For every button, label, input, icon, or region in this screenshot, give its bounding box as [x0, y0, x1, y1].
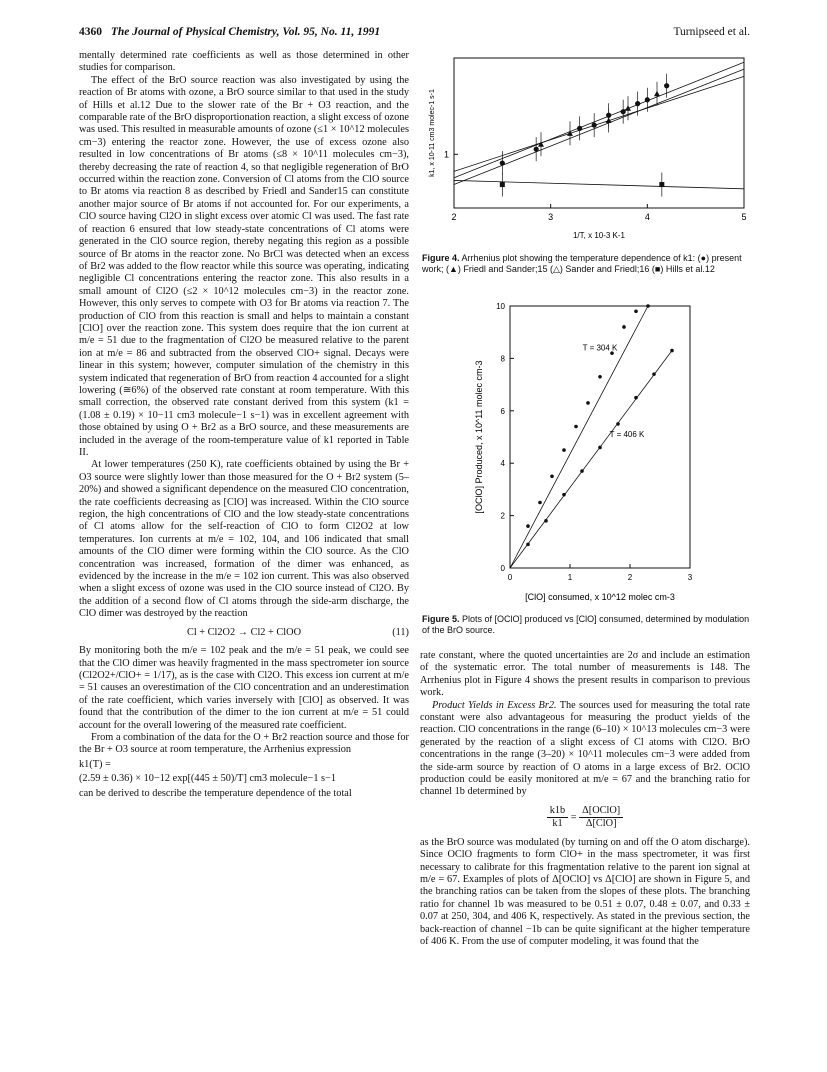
header-authors: Turnipseed et al. [673, 26, 750, 38]
data-point [574, 425, 578, 429]
frac-right-denominator: Δ[ClO] [585, 818, 617, 830]
y-tick-label: 1 [443, 149, 449, 160]
fit-line [454, 180, 744, 188]
frac-left-denominator: k1 [552, 818, 563, 830]
page-header [79, 26, 750, 44]
data-point-circle [664, 83, 669, 88]
data-point-circle [500, 160, 505, 165]
y-tick-label: 0 [500, 564, 505, 573]
figure-4-caption [422, 253, 750, 275]
x-tick-label: 4 [644, 212, 650, 222]
fit-line [454, 76, 744, 171]
equals-sign: = [570, 812, 580, 824]
left-paragraph-3: At lower temperatures (250 K), rate coefficients obtained by using the Br + O3 source were slightly lower than those measured for the O + Br2 system (5–20%) and showed a significant dependence on the measured ClO concentration, the rate coefficients decreasing as [ClO] was increased. Within the ClO source region, the high concentrations of ClO and the low steady-state concentrations of Cl atoms allow for the self-reaction of ClO to form Cl2O2 at low temperatures. Ion currents at m/e = 102, 104, and 106 indicated that small amounts of the ClO dimer were forming within the ClO source. As the ClO concentration was increased, formation of the dimer was enhanced, as evidenced by the increase in the m/e = 102 ion current. This was also observed when a slight excess of ozone was used in the ClO source instead of Cl2O. By the addition of a second flow of Cl atoms through the side-arm discharge, the ClO dimer was destroyed by the reaction [79, 459, 409, 620]
y-tick-label: 2 [500, 511, 505, 521]
y-axis-label: [OClO] Produced, x 10^11 molec cm-3 [474, 360, 484, 514]
data-point [586, 401, 590, 405]
x-tick-label: 3 [687, 573, 693, 582]
figure-5-caption [422, 614, 750, 636]
data-point [634, 396, 638, 400]
figure-5-plot [470, 300, 720, 612]
right-paragraph-3: as the BrO source was modulated (by turning on and off the O atom discharge). Since OClO fragments to form ClO+ in the mass spectrometer, it was first necessary to calibrate for this fragmentation relative to the parent ion signal at m/e = 67. Examples of plots of Δ[OClO] vs Δ[ClO] are shown in Figure 5, and the branching ratios can be taken from the slopes of these plots. The branching ratio for channel 1b was measured to be 0.51 ± 0.07, 0.48 ± 0.07, and 0.33 ± 0.07 at 250, 304, and 406 K, respectively. As stated in the previous section, the back-reaction of channel −1b can be quite significant at the higher temperature of 406 K. From the use of computer modeling, it was found that the [420, 836, 750, 947]
x-tick-label: 1 [567, 573, 573, 582]
frac-left [547, 805, 568, 831]
frac-right [579, 805, 623, 831]
data-point-square [500, 182, 505, 187]
data-point-triangle [654, 91, 660, 97]
branching-equation [420, 805, 750, 831]
right-paragraph-1: rate constant, where the quoted uncertainties are 2σ and include an estimation of the systematic error. The total number of measurements is 148. The Arrhenius plot in Figure 4 shows the present results in comparison to previous work. [420, 650, 750, 699]
data-point [550, 475, 554, 479]
page-number: 4360 [79, 26, 102, 38]
left-paragraph-4: By monitoring both the m/e = 102 peak and the m/e = 51 peak, we could see that the ClO dimer was heavily fragmented in the mass spectrometer ion source (Cl2O2+/ClO+ = 1/17), as is the case with Cl2O. This excess ion current at m/e = 51 causes an overestimation of the ClO concentration and an underestimation of the rate coefficient, which varies inversely with [ClO] as observed. It was found that the contribution of the dimer to the ion current at m/e = 51 could account for the overall lowering of the measured rate coefficient. [79, 645, 409, 731]
data-point [598, 375, 602, 379]
figure-4-caption-label: Figure 4. [422, 253, 460, 263]
series-label: T = 304 K [582, 343, 618, 353]
series-label: T = 406 K [609, 430, 645, 439]
data-point-square [659, 182, 664, 187]
y-tick-label: 4 [500, 459, 505, 469]
frac-right-numerator: Δ[OClO] [579, 805, 623, 818]
data-point [652, 372, 656, 376]
left-paragraph-1: mentally determined rate coefficients as well as those determined in other studies for comparison. [79, 50, 409, 74]
data-point [634, 309, 638, 313]
arrhenius-expression: (2.59 ± 0.36) × 10−12 exp[(445 ± 50)/T] cm3 molecule−1 s−1 [79, 773, 337, 785]
figure-5-caption-text: Plots of [OClO] produced vs [ClO] consumed, determined by modulation of the BrO source. [422, 614, 750, 635]
data-point-circle [534, 147, 539, 152]
x-tick-label: 3 [548, 212, 554, 222]
data-point-circle [645, 97, 650, 102]
x-tick-label: 2 [627, 573, 633, 582]
y-tick-label: 8 [500, 354, 505, 364]
journal-title: The Journal of Physical Chemistry, Vol. 95, No. 11, 1991 [110, 26, 381, 38]
x-tick-label: 0 [507, 573, 513, 582]
header-left [79, 26, 380, 38]
figure-4-svg [424, 50, 754, 250]
data-point-triangle [567, 130, 573, 136]
left-paragraph-5: From a combination of the data for the O + Br2 reaction source and those for the Br + O3 source at room temperature, the Arrhenius expression [79, 731, 409, 756]
data-point [538, 501, 542, 505]
x-axis-label: 1/T, x 10-3 K-1 [572, 231, 626, 240]
data-point [598, 446, 602, 450]
data-point [670, 349, 674, 353]
right-paragraph-2-text: The sources used for measuring the total rate constant were also advantageous for measuring the product yields of the reaction. ClO concentrations in the range (6–10) × 10^13 molecules cm−3 were generated by the reaction of a slight excess of Cl atoms with Cl2O. BrO concentrations in the range (3–20) × 10^11 molecules cm−3 were added from the side-arm source by reaction of O atoms in a large excess of Br2. OClO production could be easily monitored at m/e = 67 and the branching ratio for channel 1b determined by [420, 699, 750, 798]
data-point [526, 524, 530, 528]
fit-line [454, 62, 744, 177]
figure-4-plot [424, 50, 754, 250]
fit-line [454, 69, 744, 184]
arrhenius-label: k1(T) = [79, 758, 111, 770]
equation-11 [79, 627, 409, 639]
data-point [622, 325, 626, 329]
plot-frame [454, 58, 744, 208]
data-point-circle [592, 123, 597, 128]
data-point [544, 519, 548, 523]
x-tick-label: 2 [451, 212, 457, 222]
y-tick-label: 10 [496, 302, 505, 311]
data-point-circle [621, 109, 626, 114]
figure-5-svg [470, 300, 720, 612]
fit-line-406 [510, 351, 672, 568]
x-axis-label: [ClO] consumed, x 10^12 molec cm-3 [525, 592, 675, 602]
data-point [646, 304, 650, 308]
right-paragraph-2 [420, 700, 750, 799]
figure-4-caption-text: Arrhenius plot showing the temperature dependence of k1: (●) present work; (▲) Friedl and Sander;15 (△) Sander and Friedl;16 (■) Hills et al.12 [422, 253, 742, 274]
data-point [562, 493, 566, 497]
left-paragraph-2: The effect of the BrO source reaction was also investigated by using the reaction of Br atoms with ozone, a BrO source similar to that used in the study of Hills et al.12 Due to the slower rate of the Br + O3 reaction, and the comparable rate of the BrO disproportionation reaction, a slight excess of ozone was used. This resulted in measurable amounts of ozone (≤1 × 10^12 molecules cm−3) entering the reactor zone. However, the use of excess ozone also resulted in low concentrations of Br atoms (≤8 × 10^11 molecules cm−3), thereby decreasing the rate of reaction 4, so that negligible regeneration of BrO occurred within the reaction zone. Conversion of Cl atoms from the ClO source to Br atoms via reaction 8 as described by Friedl and Sander15 can constitute another major source of Br atoms if not accounted for. For our experiments, a ClO source having Cl2O in slight excess over atomic Cl was used. The fast rate of reaction 6 ensured that low steady-state concentrations of Cl atoms were generated in the ClO source region, thereby negating this region as a possible source of Br atoms in the reactor zone. No BrCl was detected when an excess of Br2 was added to the flow reactor while this source was operating, indicating negligible Cl concentrations entering the reactor zone. This also results in a small amount of Cl2O (≤2 × 10^12 molecules cm−3) in the reactor zone. However, this only serves to compete with O3 for Br atoms via reaction 7. The production of ClO from this reaction is small and helps to maintain a constant [ClO] over the reaction zone. This system does require that the ion current at m/e = 51 due to the fragmentation of Cl2O be measured relative to the parent ion at m/e = 86 and subtracted from the observed ClO+ signal. Decays were linear in this system; however, computer simulation of the chemistry in this system indicated that regeneration of BrO from reaction 4 accounted for a slight lowering (≅6%) of the observed rate constant at room temperature. With this small correction, the observed rate constant derived from this system (k1 = (1.08 ± 0.19) × 10−11 cm3 molecule−1 s−1) was in excellent agreement with those obtained by using O + Br2 as a BrO source, and these measurements are included in the average of the room-temperature value of k1 reported in Table II. [79, 74, 409, 458]
y-tick-label: 6 [500, 406, 505, 416]
data-point [562, 448, 566, 452]
data-point [616, 422, 620, 426]
y-axis-label: k1, x 10-11 cm3 molec-1 s-1 [429, 89, 436, 177]
left-column [79, 50, 409, 800]
equation-11-number: (11) [392, 626, 409, 638]
left-paragraph-6: can be derived to describe the temperature dependence of the total [79, 787, 352, 799]
data-point [526, 543, 530, 547]
data-point-circle [635, 101, 640, 106]
data-point-circle [577, 126, 582, 131]
data-point [580, 469, 584, 473]
equation-11-body: Cl + Cl2O2 → Cl2 + ClOO [186, 626, 302, 638]
right-column [420, 650, 750, 948]
frac-left-numerator: k1b [547, 805, 568, 818]
x-tick-label: 5 [741, 212, 747, 222]
figure-5-caption-label: Figure 5. [422, 614, 460, 624]
section-title: Product Yields in Excess Br2. [432, 699, 557, 711]
